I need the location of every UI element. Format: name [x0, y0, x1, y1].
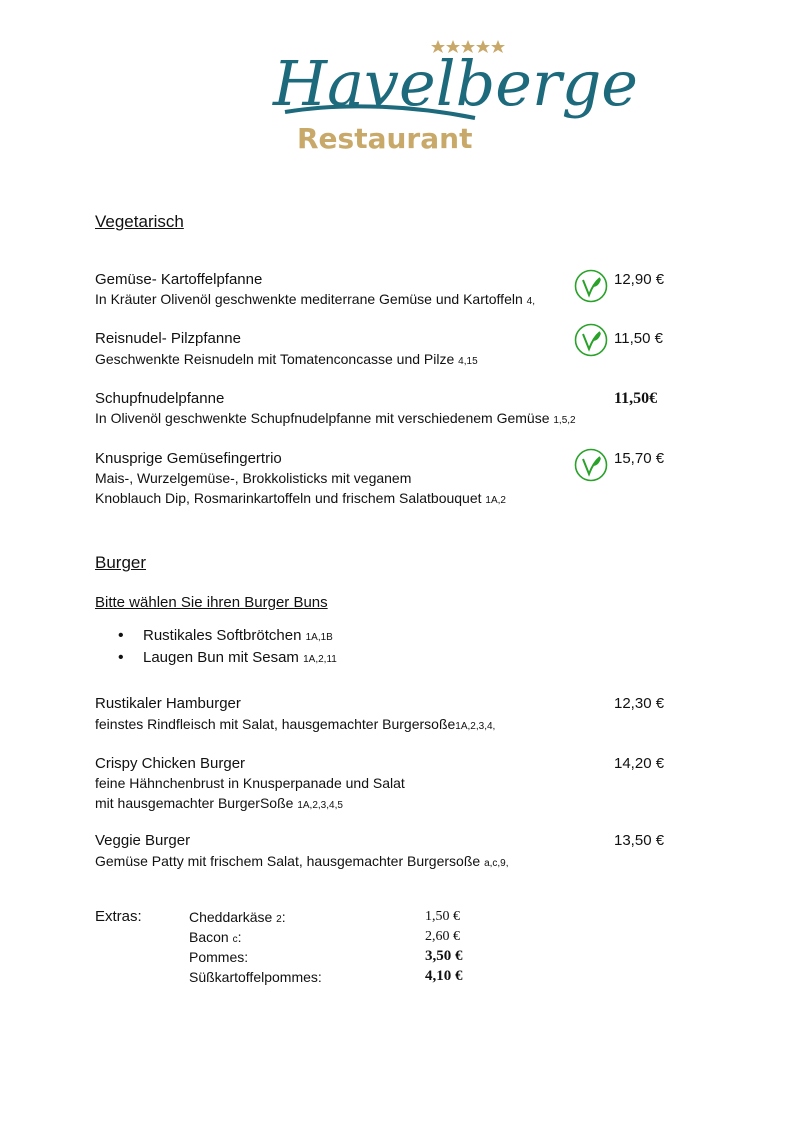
extra-item-name: Bacon c:: [189, 929, 242, 945]
logo-subtitle: Restaurant: [297, 122, 473, 155]
menu-item-price: 12,30 €: [614, 695, 665, 712]
menu-item-price: 15,70 €: [614, 450, 665, 467]
allergen-codes: 2: [276, 914, 282, 925]
allergen-codes: a,c,9,: [484, 858, 509, 869]
allergen-codes: 1A,2,11: [303, 654, 337, 665]
list-item: • Rustikales Softbrötchen 1A,1B: [118, 625, 337, 647]
menu-item-description: Mais-, Wurzelgemüse-, Brokkolisticks mit veganem: [95, 470, 412, 486]
menu-item-description: feine Hähnchenbrust in Knusperpanade und Salat: [95, 775, 405, 791]
allergen-codes: 1A,2: [485, 495, 506, 506]
menu-item-name: Rustikaler Hamburger: [95, 695, 241, 712]
menu-item-name: Reisnudel- Pilzpfanne: [95, 330, 241, 347]
extra-item-price: 1,50 €: [425, 909, 460, 924]
extras-label: Extras:: [95, 908, 142, 925]
vegan-icon: [574, 323, 608, 357]
restaurant-logo: [265, 10, 638, 160]
menu-item-name: Gemüse- Kartoffelpfanne: [95, 271, 263, 288]
allergen-codes: 1A,2,3,4,5: [297, 800, 343, 811]
section-title-vegetarian: Vegetarisch: [95, 212, 184, 231]
menu-item-price: 14,20 €: [614, 755, 665, 772]
menu-item-price: 11,50 €: [614, 330, 663, 347]
menu-item-description: feinstes Rindfleisch mit Salat, hausgemachter Burgersoße1A,2,3,4,: [95, 716, 496, 732]
allergen-codes: 1A,2,3,4,: [455, 721, 496, 732]
allergen-codes: c: [232, 934, 238, 945]
menu-item-description: mit hausgemachter BurgerSoße 1A,2,3,4,5: [95, 795, 343, 811]
menu-item-price: 11,50€: [614, 390, 658, 407]
logo-wordmark: Havelberge: [273, 47, 638, 120]
extra-item-price: 3,50 €: [425, 948, 463, 964]
menu-item-name: Knusprige Gemüsefingertrio: [95, 450, 282, 467]
allergen-codes: 4,: [526, 296, 535, 307]
allergen-codes: 1A,1B: [305, 632, 333, 643]
extra-item-name: Cheddarkäse 2:: [189, 909, 286, 925]
menu-item-description: In Kräuter Olivenöl geschwenkte mediterrane Gemüse und Kartoffeln 4,: [95, 291, 535, 307]
menu-item-price: 13,50 €: [614, 832, 665, 849]
menu-item-description: Gemüse Patty mit frischem Salat, hausgemachter Burgersoße a,c,9,: [95, 853, 509, 869]
extra-item-price: 4,10 €: [425, 968, 463, 984]
menu-item-description: Geschwenkte Reisnudeln mit Tomatenconcasse und Pilze 4,15: [95, 351, 478, 367]
allergen-codes: 4,15: [458, 356, 478, 367]
menu-item-price: 12,90 €: [614, 271, 665, 288]
allergen-codes: 1,5,2: [553, 415, 576, 426]
buns-heading: Bitte wählen Sie ihren Burger Buns: [95, 594, 328, 611]
vegan-icon: [574, 448, 608, 482]
menu-item-name: Schupfnudelpfanne: [95, 390, 225, 407]
menu-item-name: Crispy Chicken Burger: [95, 755, 246, 772]
section-title-burger: Burger: [95, 553, 147, 572]
menu-item-name: Veggie Burger: [95, 832, 191, 849]
extra-item-name: Pommes:: [189, 949, 249, 965]
vegan-icon: [574, 269, 608, 303]
buns-list: [118, 625, 337, 669]
extra-item-price: 2,60 €: [425, 929, 460, 944]
list-item: • Laugen Bun mit Sesam 1A,2,11: [118, 647, 337, 669]
extra-item-name: Süßkartoffelpommes:: [189, 969, 322, 985]
menu-item-description: Knoblauch Dip, Rosmarinkartoffeln und frischem Salatbouquet 1A,2: [95, 490, 506, 506]
menu-item-description: In Olivenöl geschwenkte Schupfnudelpfanne mit verschiedenem Gemüse 1,5,2: [95, 410, 576, 426]
